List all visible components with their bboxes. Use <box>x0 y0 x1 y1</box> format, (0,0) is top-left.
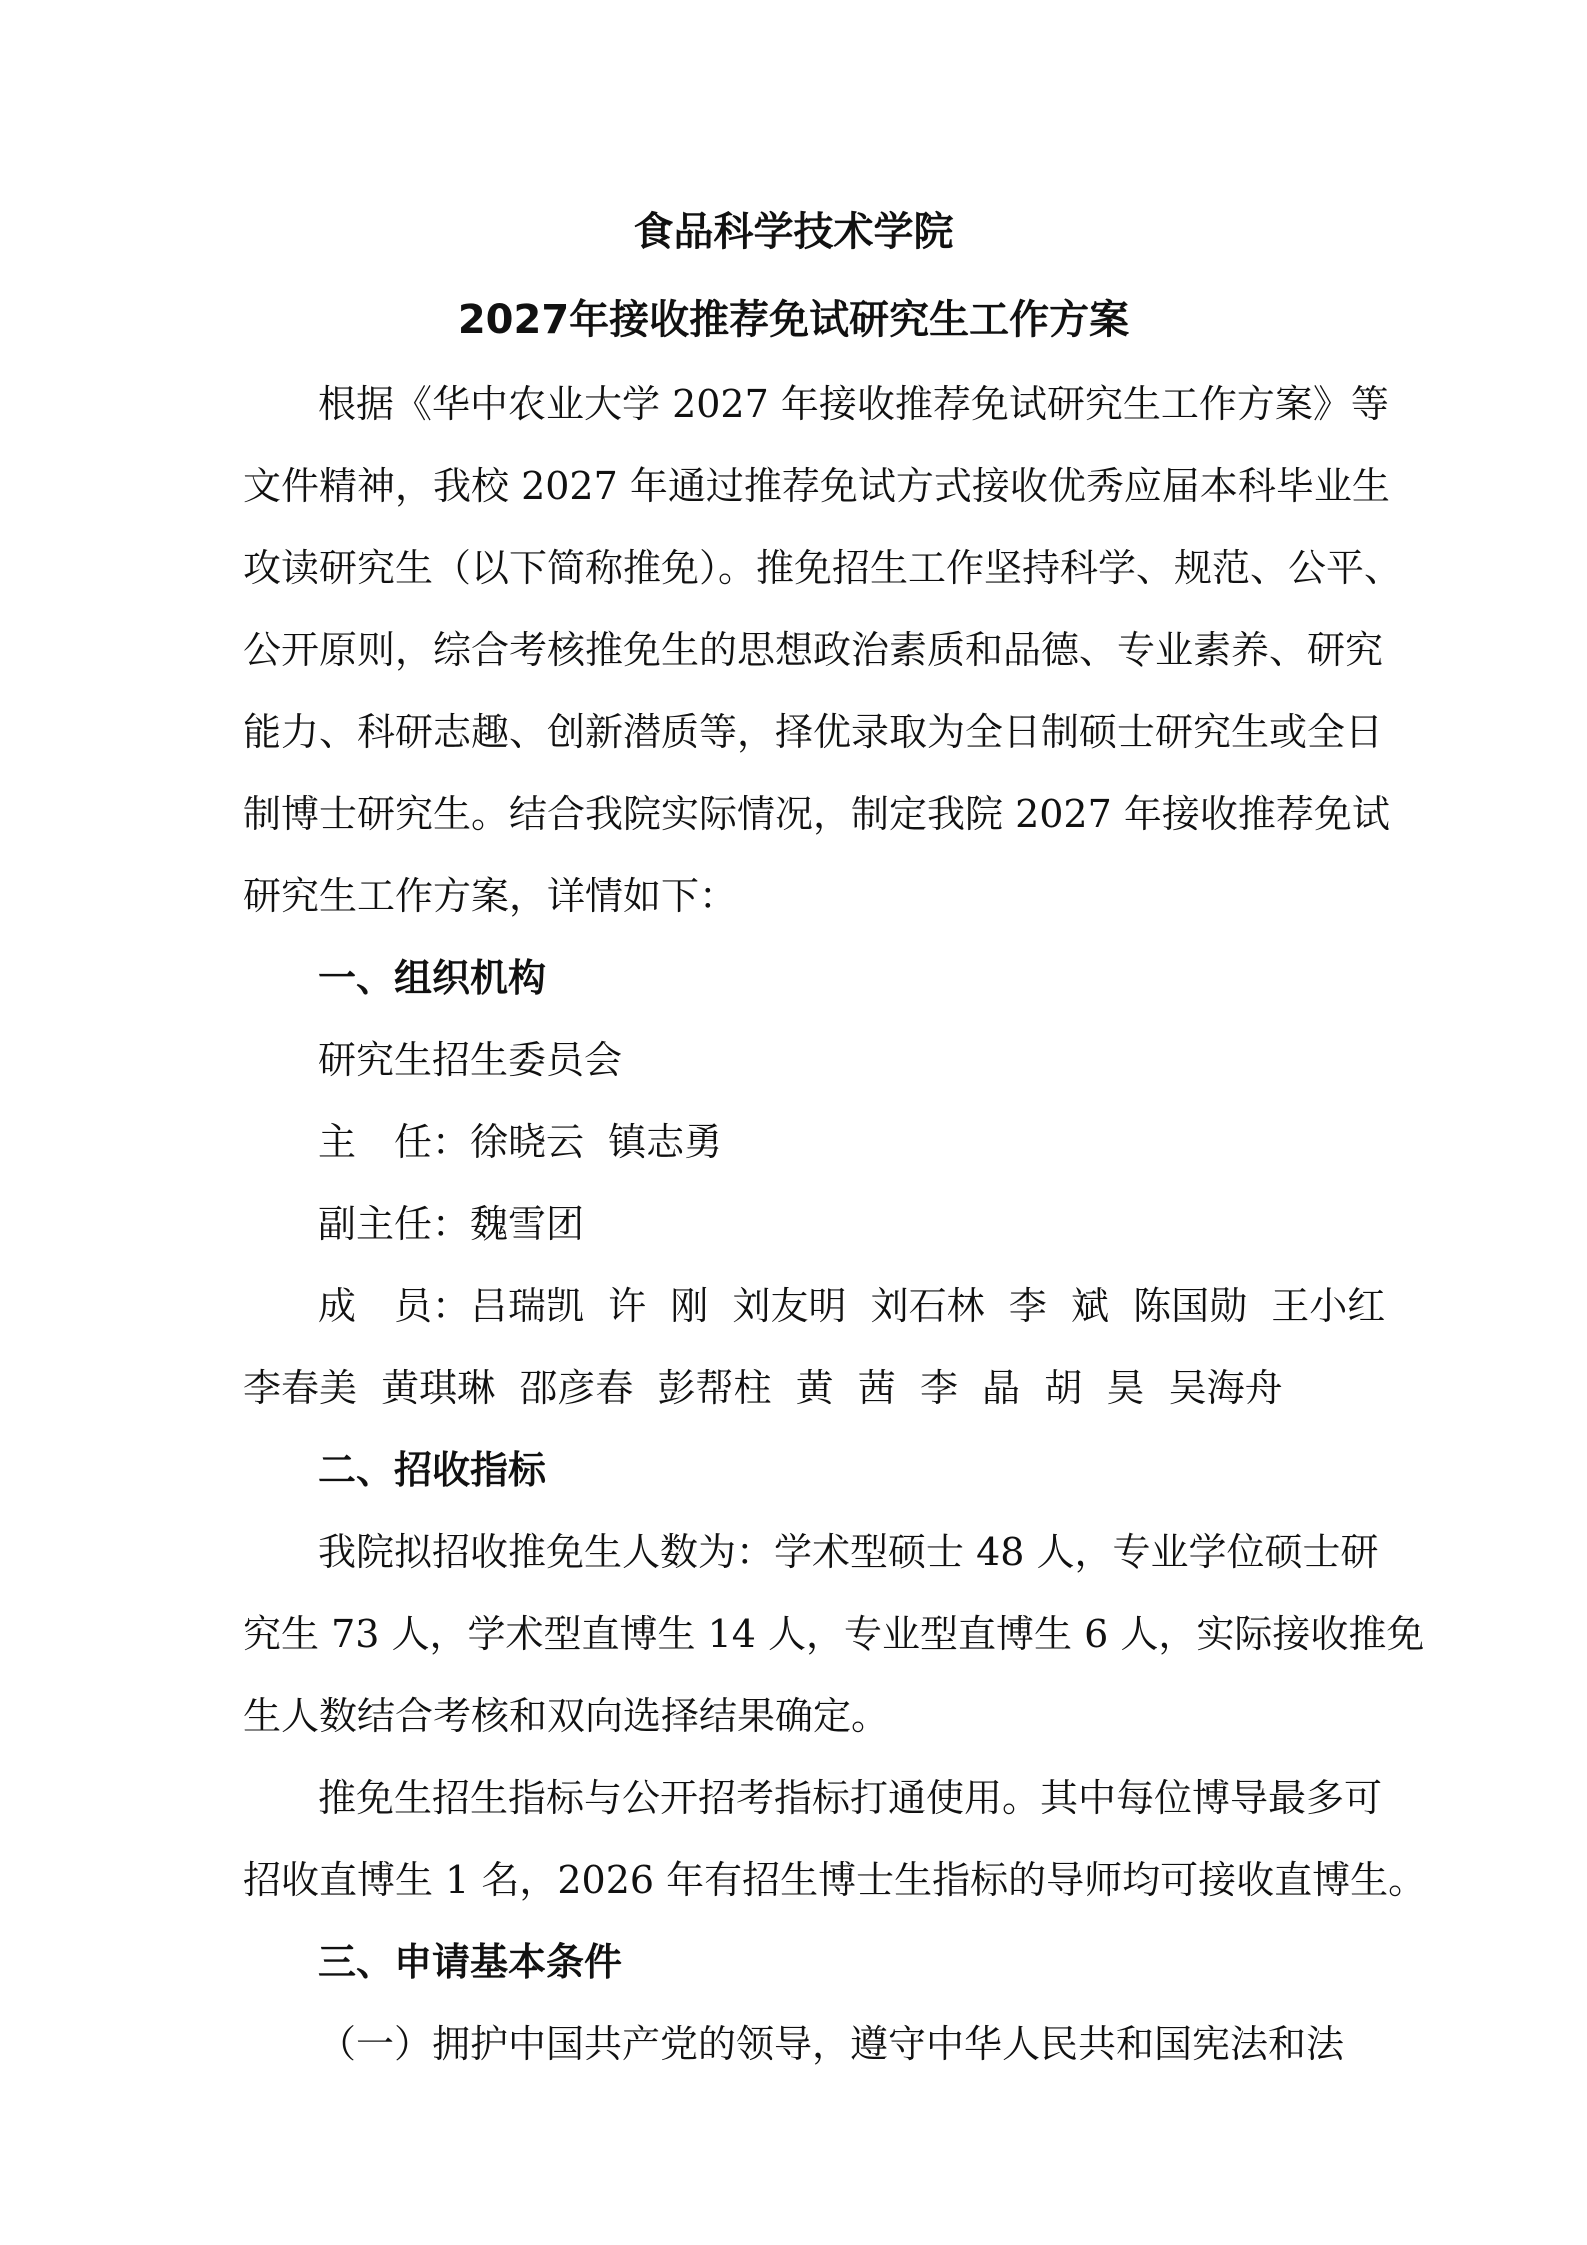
section-heading-organization: 一、组织机构 <box>318 956 547 1000</box>
director-names: 徐晓云 镇志勇 <box>470 1120 723 1164</box>
intro-line: 公开原则，综合考核推免生的思想政治素质和品德、专业素养、研究 <box>243 628 1384 672</box>
director-label: 主 任： <box>318 1120 471 1164</box>
quota-line: 生人数结合考核和双向选择结果确定。 <box>243 1694 890 1738</box>
document-title-line2: 2027年接收推荐免试研究生工作方案 <box>457 297 1130 343</box>
quota-line: 推免生招生指标与公开招考指标打通使用。其中每位博导最多可 <box>318 1776 1383 1820</box>
section-heading-quota: 二、招收指标 <box>318 1448 547 1492</box>
deputy-label: 副主任： <box>318 1202 471 1246</box>
committee-director <box>318 1118 1368 1166</box>
intro-line: 文件精神，我校 2027 年通过推荐免试方式接收优秀应届本科毕业生 <box>243 464 1390 508</box>
members-names-line1: 吕瑞凯 许 刚 刘友明 刘石林 李 斌 陈国勋 王小红 <box>470 1284 1386 1328</box>
section-heading-requirements: 三、申请基本条件 <box>318 1940 623 1984</box>
requirement-item-1: （一）拥护中国共产党的领导，遵守中华人民共和国宪法和法 <box>318 2022 1345 2066</box>
intro-line: 根据《华中农业大学 2027 年接收推荐免试研究生工作方案》等 <box>318 382 1389 426</box>
intro-line: 能力、科研志趣、创新潜质等，择优录取为全日制硕士研究生或全日 <box>243 710 1384 754</box>
intro-line: 研究生工作方案，详情如下： <box>243 874 738 918</box>
committee-name: 研究生招生委员会 <box>318 1038 623 1082</box>
quota-line: 究生 73 人，学术型直博生 14 人，专业型直博生 6 人，实际接收推免 <box>243 1612 1425 1656</box>
intro-line: 制博士研究生。结合我院实际情况，制定我院 2027 年接收推荐免试 <box>243 792 1390 836</box>
deputy-names: 魏雪团 <box>470 1202 585 1246</box>
quota-line: 我院拟招收推免生人数为：学术型硕士 48 人，专业学位硕士研 <box>318 1530 1379 1574</box>
intro-line: 攻读研究生（以下简称推免）。推免招生工作坚持科学、规范、公平、 <box>243 546 1403 590</box>
members-label: 成 员： <box>318 1284 471 1328</box>
document-title-line1: 食品科学技术学院 <box>633 209 954 255</box>
members-names-line2: 李春美 黄琪琳 邵彦春 彭帮柱 黄 茜 李 晶 胡 昊 吴海舟 <box>243 1366 1283 1410</box>
committee-members <box>318 1282 1386 1330</box>
committee-deputy <box>318 1200 1368 1248</box>
quota-line: 招收直博生 1 名，2026 年有招生博士生指标的导师均可接收直博生。 <box>243 1858 1427 1902</box>
